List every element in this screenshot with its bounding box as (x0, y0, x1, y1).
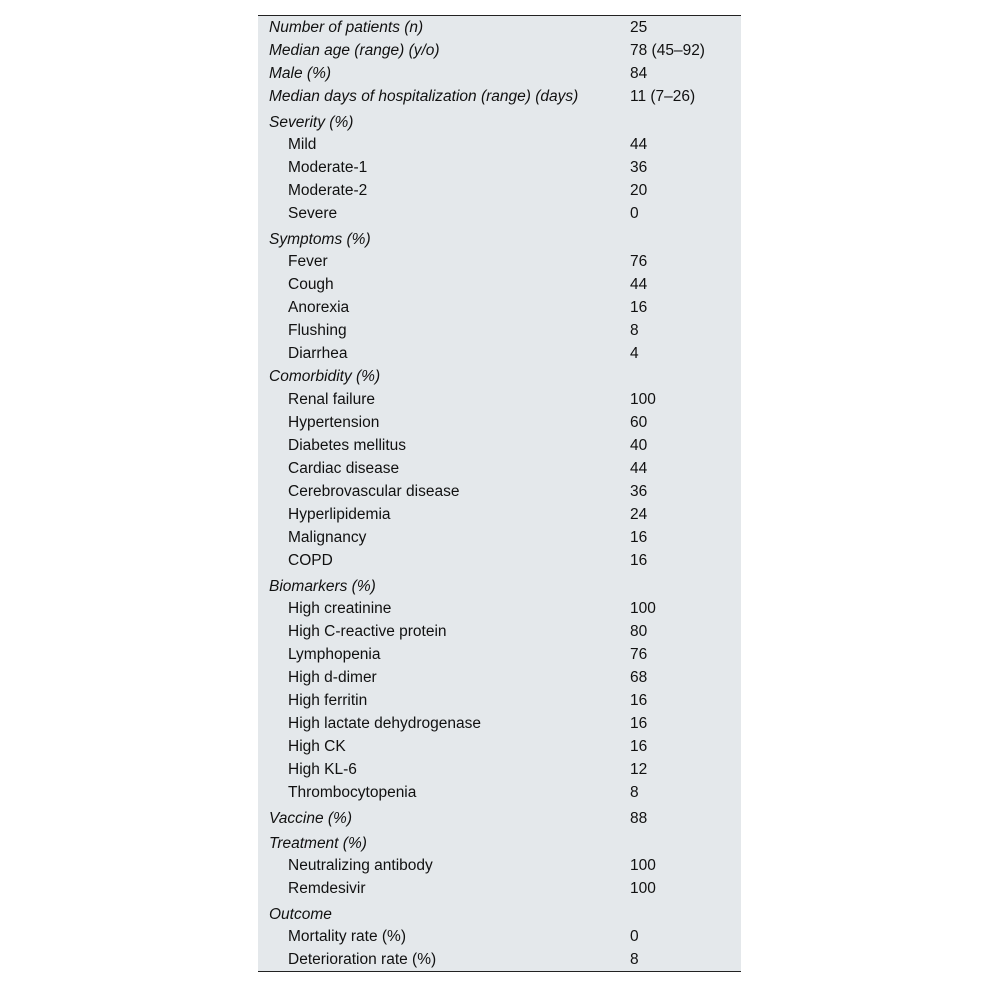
row-label: Biomarkers (%) (269, 578, 376, 595)
table-row (258, 735, 741, 758)
row-value: 100 (630, 880, 656, 897)
row-value: 44 (630, 136, 648, 153)
row-value: 11 (7–26) (630, 88, 696, 105)
table-row (258, 457, 741, 480)
row-value: 44 (630, 276, 648, 293)
row-value: 8 (630, 951, 639, 968)
row-value: 84 (630, 65, 648, 82)
table-row (258, 526, 741, 549)
table-row (258, 179, 741, 202)
row-label: High C-reactive protein (288, 623, 447, 640)
table-section-row (258, 39, 741, 62)
table-section-row (258, 225, 741, 250)
table-row (258, 854, 741, 877)
row-label: Anorexia (288, 299, 350, 316)
table-row (258, 202, 741, 225)
table-row (258, 948, 741, 971)
row-label: Hypertension (288, 414, 380, 431)
row-label: Cardiac disease (288, 460, 400, 477)
row-label: Severity (%) (269, 114, 354, 131)
row-value: 16 (630, 738, 648, 755)
row-value: 76 (630, 253, 648, 270)
row-label: Remdesivir (288, 880, 366, 897)
table-row (258, 388, 741, 411)
row-value: 16 (630, 692, 648, 709)
table-row (258, 133, 741, 156)
row-label: Malignancy (288, 529, 367, 546)
row-label: Neutralizing antibody (288, 857, 433, 874)
row-label: Severe (288, 205, 338, 222)
row-label: Renal failure (288, 391, 376, 408)
table-row (258, 296, 741, 319)
row-value: 100 (630, 600, 656, 617)
table-row (258, 342, 741, 365)
table-section-row (258, 85, 741, 108)
table-row (258, 597, 741, 620)
row-label: Moderate-2 (288, 182, 368, 199)
row-label: Symptoms (%) (269, 231, 371, 248)
patient-characteristics-table (258, 15, 741, 972)
table-row (258, 643, 741, 666)
row-value: 60 (630, 414, 648, 431)
table-row (258, 877, 741, 900)
row-label: Thrombocytopenia (288, 784, 417, 801)
row-label: Cerebrovascular disease (288, 483, 460, 500)
row-label: Diabetes mellitus (288, 437, 407, 454)
table-row (258, 411, 741, 434)
row-value: 36 (630, 483, 648, 500)
table-row (258, 620, 741, 643)
row-label: COPD (288, 552, 333, 569)
row-value: 40 (630, 437, 648, 454)
table-row (258, 273, 741, 296)
row-label: Vaccine (%) (269, 810, 352, 827)
table-row (258, 503, 741, 526)
row-value: 100 (630, 391, 656, 408)
row-label: Moderate-1 (288, 159, 368, 176)
row-label: Mild (288, 136, 317, 153)
row-label: Fever (288, 253, 328, 270)
row-value: 12 (630, 761, 648, 778)
row-value: 68 (630, 669, 648, 686)
row-label: Deterioration rate (%) (288, 951, 437, 968)
row-label: Diarrhea (288, 345, 348, 362)
row-label: High lactate dehydrogenase (288, 715, 482, 732)
row-value: 88 (630, 810, 648, 827)
row-label: Outcome (269, 906, 332, 923)
table-row (258, 250, 741, 273)
row-label: High ferritin (288, 692, 368, 709)
table-section-row (258, 62, 741, 85)
row-label: High d-dimer (288, 669, 377, 686)
row-value: 80 (630, 623, 648, 640)
row-label: Comorbidity (%) (269, 368, 381, 385)
row-value: 4 (630, 345, 639, 362)
table-row (258, 925, 741, 948)
row-value: 44 (630, 460, 648, 477)
row-value: 36 (630, 159, 648, 176)
row-value: 0 (630, 928, 639, 945)
row-label: Treatment (%) (269, 835, 367, 852)
table-row (258, 480, 741, 503)
row-value: 16 (630, 299, 648, 316)
row-value: 8 (630, 322, 639, 339)
row-value: 8 (630, 784, 639, 801)
table-section-row (258, 804, 741, 829)
table-row (258, 156, 741, 179)
row-value: 24 (630, 506, 648, 523)
row-label: Lymphopenia (288, 646, 381, 663)
table-row (258, 434, 741, 457)
row-label: Cough (288, 276, 334, 293)
table-section-row (258, 900, 741, 925)
table-row (258, 666, 741, 689)
table-row (258, 689, 741, 712)
row-label: High CK (288, 738, 346, 755)
table-row (258, 549, 741, 572)
row-label: High creatinine (288, 600, 392, 617)
row-value: 16 (630, 529, 648, 546)
row-value: 20 (630, 182, 648, 199)
row-value: 76 (630, 646, 648, 663)
row-value: 0 (630, 205, 639, 222)
table-row (258, 781, 741, 804)
table-section-row (258, 16, 741, 39)
row-value: 16 (630, 552, 648, 569)
row-value: 100 (630, 857, 656, 874)
table-row (258, 712, 741, 735)
row-label: Median age (range) (y/o) (269, 42, 440, 59)
row-label: Flushing (288, 322, 347, 339)
row-label: High KL-6 (288, 761, 357, 778)
row-label: Median days of hospitalization (range) (days) (269, 88, 579, 105)
table-row (258, 758, 741, 781)
row-value: 78 (45–92) (630, 42, 705, 59)
table-row (258, 319, 741, 342)
row-label: Hyperlipidemia (288, 506, 391, 523)
row-value: 25 (630, 19, 648, 36)
table-section-row (258, 365, 741, 388)
table-section-row (258, 829, 741, 854)
table-section-row (258, 108, 741, 133)
row-label: Number of patients (n) (269, 19, 424, 36)
table-section-row (258, 572, 741, 597)
row-label: Male (%) (269, 65, 332, 82)
row-value: 16 (630, 715, 648, 732)
row-label: Mortality rate (%) (288, 928, 406, 945)
